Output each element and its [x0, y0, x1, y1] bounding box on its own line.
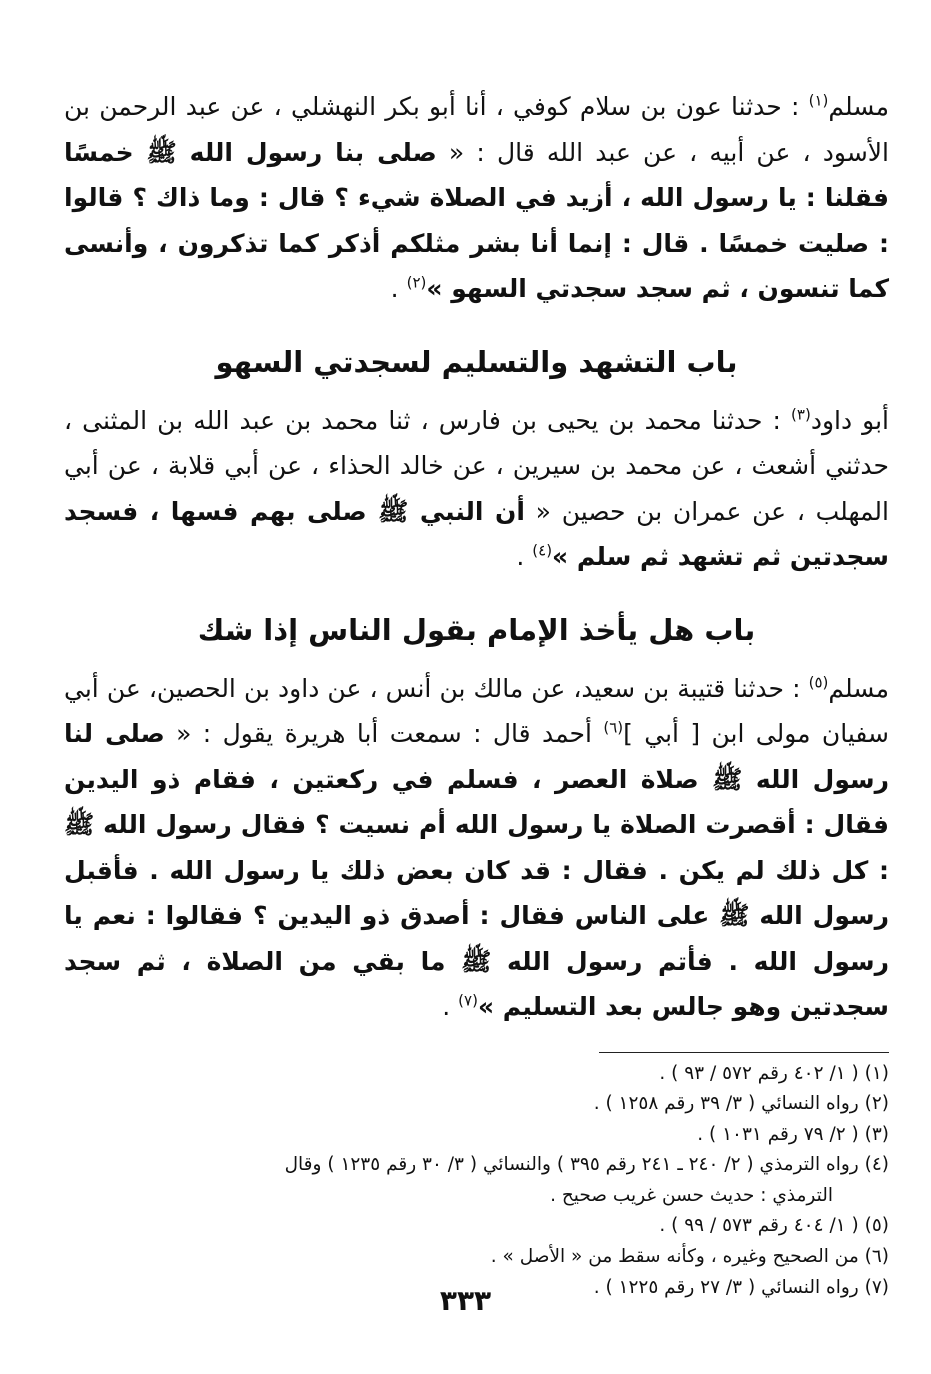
footnote-ref[interactable]: (٥): [808, 673, 829, 692]
chapter-heading-imam: باب هل يأخذ الإمام بقول الناس إذا شك: [197, 612, 756, 647]
footnote-number: (٥): [864, 1215, 889, 1237]
footnote-text: رواه النسائي ( ٣/ ٢٧ رقم ١٢٢٥ ) .: [593, 1276, 859, 1298]
matn-text: أن النبي ﷺ صلى بهم فسها ، فسجد سجدتين ثم تشهد ثم سلم »: [64, 496, 889, 571]
footnote-number: (٣): [864, 1123, 889, 1145]
footnote-2: [64, 1089, 889, 1120]
footnote-continuation: الترمذي : حديث حسن غريب صحيح .: [550, 1184, 833, 1206]
footnote-text: رواه الترمذي ( ٢/ ٢٤٠ ـ ٢٤١ رقم ٣٩٥ ) والنسائي ( ٣/ ٣٠ رقم ١٢٣٥ ) وقال: [284, 1154, 859, 1176]
footnote-6: [64, 1242, 889, 1273]
matn-text: صلى لنا رسول الله ﷺ صلاة العصر ، فسلم في ركعتين ، فقام ذو اليدين فقال : أقصرت الصلاة يا رسول الله أم نسيت ؟ فقال رسول الله ﷺ : كل ذلك لم يكن . فقال : قد كان بعض ذلك يا رسول الله . فأقبل رسول الله ﷺ على الناس فقال : أصدق ذو اليدين ؟ فقالوا : نعم يا رسول الله . فأتم رسول الله ﷺ ما بقي من الصلاة ، ثم سجد سجدتين وهو جالس بعد التسليم »: [64, 719, 889, 1021]
source-name: أبو داود: [810, 405, 889, 435]
footnote-text: رواه النسائي ( ٣/ ٣٩ رقم ١٢٥٨ ) .: [593, 1093, 859, 1115]
footnote-ref[interactable]: (١): [808, 91, 829, 110]
hadith-muslim-1: [64, 84, 889, 312]
footnote-ref[interactable]: (٦): [603, 718, 624, 737]
hadith-abu-dawud: [64, 398, 889, 580]
period: .: [390, 274, 407, 303]
footnote-number: (٧): [864, 1276, 889, 1298]
footnote-ref[interactable]: (٤): [532, 541, 553, 560]
footnote-ref[interactable]: (٣): [791, 405, 811, 424]
footnotes: [64, 1059, 889, 1304]
footnote-ref[interactable]: (٢): [406, 273, 427, 292]
footnote-text: ( ٢/ ٧٩ رقم ١٠٣١ ) .: [697, 1123, 859, 1145]
footnote-5: [64, 1211, 889, 1242]
footnote-text: من الصحيح وغيره ، وكأنه سقط من « الأصل » .: [490, 1246, 859, 1268]
period: .: [516, 542, 533, 571]
page-number: ٣٣٣: [439, 1284, 492, 1317]
source-name: مسلم: [828, 673, 889, 703]
isnad-text-2: أحمد قال : سمعت أبا هريرة يقول : «: [164, 719, 604, 748]
footnote-text: ( ١/ ٤٠٢ رقم ٥٧٢ / ٩٣ ) .: [659, 1062, 859, 1084]
footnote-text: ( ١/ ٤٠٤ رقم ٥٧٣ / ٩٩ ) .: [659, 1215, 859, 1237]
hadith-muslim-2: [64, 666, 889, 1030]
footnote-number: (١): [864, 1062, 889, 1084]
footnote-number: (٢): [864, 1093, 889, 1115]
footnote-4: [64, 1150, 889, 1211]
footnote-1: [64, 1059, 889, 1090]
isnad-text: : حدثنا قتيبة بن سعيد، عن مالك بن أنس ، عن داود بن الحصين، عن أبي سفيان مولى ابن [ أبي ]: [64, 673, 890, 748]
footnote-number: (٦): [864, 1246, 889, 1268]
period: .: [442, 992, 459, 1021]
matn-text: صلى بنا رسول الله ﷺ خمسًا فقلنا : يا رسول الله ، أزيد في الصلاة شيء ؟ قال : وما ذاك ؟ قالوا : صليت خمسًا . قال : إنما أنا بشر مثلكم أذكر كما تذكرون ، وأنسى كما تنسون ، ثم سجد سجدتي السهو »: [64, 137, 889, 303]
footnote-ref[interactable]: (٧): [458, 991, 478, 1010]
footnote-separator: [599, 1052, 889, 1053]
source-name: مسلم: [828, 92, 889, 121]
footnote-3: [64, 1120, 889, 1151]
footnote-number: (٤): [864, 1154, 889, 1176]
chapter-heading-tashahhud: باب التشهد والتسليم لسجدتي السهو: [215, 344, 738, 379]
isnad-text: : حدثنا عون بن سلام كوفي ، أنا أبو بكر النهشلي ، عن عبد الرحمن بن الأسود ، عن أبيه ، عن عبد الله قال : «: [64, 92, 889, 167]
isnad-text: : حدثنا محمد بن يحيى بن فارس ، ثنا محمد بن عبد الله بن المثنى ، حدثني أشعث ، عن محمد بن سيرين ، عن خالد الحذاء ، عن أبي قلابة ، عن أبي المهلب ، عن عمران بن حصين «: [64, 405, 889, 526]
